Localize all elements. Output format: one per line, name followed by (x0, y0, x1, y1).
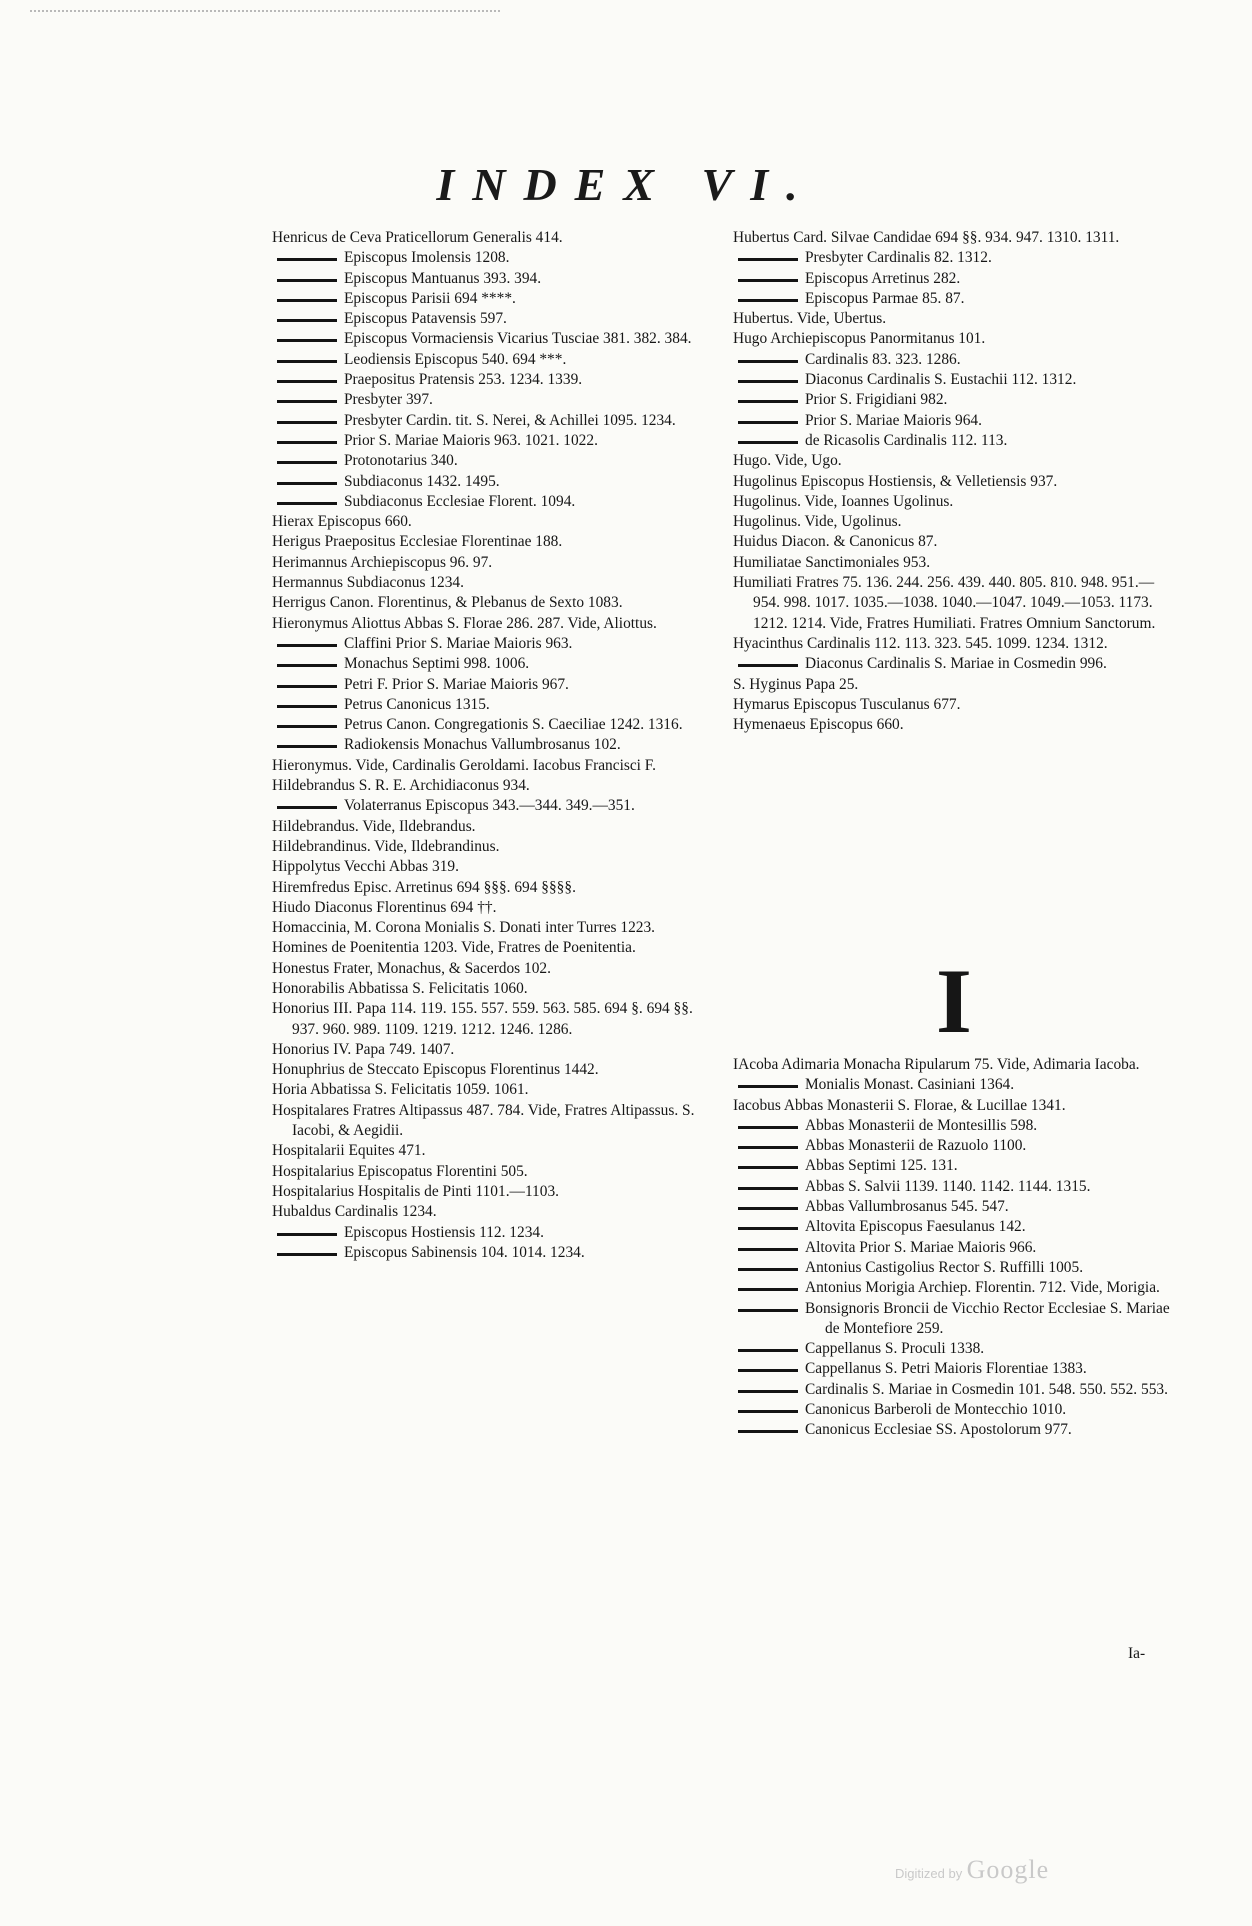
entry-text: Diaconus Cardinalis S. Eustachii 112. 1312. (805, 371, 1077, 389)
entry-text: Diaconus Cardinalis S. Mariae in Cosmedin 996. (805, 655, 1107, 673)
entry-text: Cardinalis 83. 323. 1286. (805, 350, 961, 368)
index-subentry (272, 735, 712, 755)
index-subentry (733, 1136, 1173, 1156)
ditto-dash (738, 360, 798, 363)
entry-text: Volaterranus Episcopus 343.—344. 349.—351. (344, 797, 635, 815)
entry-text: Honorius IV. Papa 749. 1407. (272, 1040, 455, 1058)
index-subentry (733, 411, 1173, 431)
entry-text: Cardinalis S. Mariae in Cosmedin 101. 548. 550. 552. 553. (805, 1380, 1168, 1398)
index-entry (272, 776, 712, 796)
entry-text: Humiliatae Sanctimoniales 953. (733, 553, 931, 571)
section-letter: I (936, 950, 972, 1052)
entry-text: Hugolinus. Vide, Ugolinus. (733, 513, 902, 531)
index-entry (272, 1182, 712, 1202)
index-entry (272, 593, 712, 613)
watermark (895, 1855, 1049, 1885)
index-subentry (733, 1278, 1173, 1298)
index-entry (733, 492, 1173, 512)
index-entry (272, 837, 712, 857)
ditto-dash (277, 644, 337, 647)
index-subentry (733, 1116, 1173, 1136)
index-subentry (272, 248, 712, 268)
index-subentry (733, 1075, 1173, 1095)
ditto-dash (738, 1166, 798, 1169)
index-entry (272, 999, 712, 1040)
entry-text: Hiremfredus Episc. Arretinus 694 §§§. 694 §§§§. (272, 878, 576, 896)
index-entry (733, 553, 1173, 573)
ditto-dash (277, 806, 337, 809)
entry-text: Episcopus Hostiensis 112. 1234. (344, 1223, 544, 1241)
entry-text: IAcoba Adimaria Monacha Ripularum 75. Vide, Adimaria Iacoba. (733, 1056, 1140, 1073)
ditto-dash (738, 299, 798, 302)
entry-text: Hierax Episcopus 660. (272, 513, 412, 531)
index-entry (272, 1080, 712, 1100)
entry-text: Prior S. Mariae Maioris 963. 1021. 1022. (344, 431, 598, 449)
index-entry (733, 695, 1173, 715)
entry-text: Hugo Archiepiscopus Panormitanus 101. (733, 330, 986, 348)
index-entry (733, 634, 1173, 654)
entry-text: Subdiaconus Ecclesiae Florent. 1094. (344, 492, 576, 510)
entry-text: Episcopus Sabinensis 104. 1014. 1234. (344, 1243, 585, 1261)
entry-text: Prior S. Frigidiani 982. (805, 391, 948, 409)
index-subentry (733, 1238, 1173, 1258)
entry-text: S. Hyginus Papa 25. (733, 675, 859, 693)
entry-text: Leodiensis Episcopus 540. 694 ***. (344, 350, 567, 368)
ditto-dash (738, 1390, 798, 1393)
index-entry (272, 1040, 712, 1060)
ditto-dash (277, 664, 337, 667)
ditto-dash (738, 400, 798, 403)
entry-text: Episcopus Vormaciensis Vicarius Tusciae 381. 382. 384. (344, 330, 692, 348)
entry-text: Canonicus Ecclesiae SS. Apostolorum 977. (805, 1421, 1072, 1439)
entry-text: Presbyter Cardin. tit. S. Nerei, & Achillei 1095. 1234. (344, 411, 676, 429)
ditto-dash (277, 258, 337, 261)
index-subentry (272, 1243, 712, 1263)
ditto-dash (277, 685, 337, 688)
ditto-dash (277, 279, 337, 282)
index-entry (272, 857, 712, 877)
index-subentry (272, 431, 712, 451)
index-entry (272, 1162, 712, 1182)
index-subentry (272, 269, 712, 289)
index-subentry (272, 329, 712, 349)
entry-text: Honorius III. Papa 114. 119. 155. 557. 559. 563. 585. 694 §. 694 §§. 937. 960. 989. 1109. 1219. 1212. 1246. 1286. (272, 1000, 693, 1038)
entry-text: Presbyter 397. (344, 391, 433, 409)
entry-text: Episcopus Patavensis 597. (344, 310, 507, 328)
index-entry (272, 979, 712, 999)
left-column (272, 228, 712, 1263)
entry-text: Hiudo Diaconus Florentinus 694 ††. (272, 898, 497, 916)
entry-text: Cappellanus S. Petri Maioris Florentiae 1383. (805, 1360, 1087, 1378)
index-entry (272, 918, 712, 938)
entry-text: Monachus Septimi 998. 1006. (344, 655, 530, 673)
entry-text: Abbas Septimi 125. 131. (805, 1157, 958, 1175)
index-entry (272, 1202, 712, 1222)
entry-text: Hospitalarius Hospitalis de Pinti 1101.—1103. (272, 1182, 559, 1200)
index-entry (272, 898, 712, 918)
index-subentry (272, 634, 712, 654)
index-subentry (272, 451, 712, 471)
entry-text: Homaccinia, M. Corona Monialis S. Donati inter Turres 1223. (272, 919, 656, 937)
index-subentry (733, 1197, 1173, 1217)
entry-text: Episcopus Imolensis 1208. (344, 249, 510, 267)
entry-text: Herigus Praepositus Ecclesiae Florentinae 188. (272, 533, 563, 551)
index-entry (733, 309, 1173, 329)
ditto-dash (277, 400, 337, 403)
entry-text: Episcopus Parisii 694 ****. (344, 289, 516, 307)
index-subentry (733, 1299, 1173, 1340)
ditto-dash (738, 1369, 798, 1372)
entry-text: Hildebrandus S. R. E. Archidiaconus 934. (272, 777, 530, 795)
index-entry (272, 512, 712, 532)
index-subentry (272, 695, 712, 715)
entry-text: Episcopus Mantuanus 393. 394. (344, 269, 542, 287)
ditto-dash (738, 380, 798, 383)
index-entry (272, 938, 712, 958)
ditto-dash (277, 745, 337, 748)
ditto-dash (738, 1146, 798, 1149)
entry-text: Hospitalarius Episcopatus Florentini 505. (272, 1162, 528, 1180)
index-entry (733, 1055, 1173, 1075)
entry-text: Radiokensis Monachus Vallumbrosanus 102. (344, 736, 621, 754)
index-subentry (733, 1258, 1173, 1278)
index-subentry (733, 269, 1173, 289)
index-entry (272, 756, 712, 776)
index-entry (733, 228, 1173, 248)
index-entry (272, 1060, 712, 1080)
ditto-dash (738, 1288, 798, 1291)
entry-text: Hildebrandinus. Vide, Ildebrandinus. (272, 837, 500, 855)
entry-text: Hyacinthus Cardinalis 112. 113. 323. 545. 1099. 1234. 1312. (733, 634, 1108, 652)
entry-text: Abbas S. Salvii 1139. 1140. 1142. 1144. 1315. (805, 1177, 1091, 1195)
index-entry (733, 573, 1173, 634)
index-entry (272, 1141, 712, 1161)
entry-text: Horia Abbatissa S. Felicitatis 1059. 1061. (272, 1081, 529, 1099)
index-subentry (733, 1380, 1173, 1400)
index-entry (733, 472, 1173, 492)
entry-text: Subdiaconus 1432. 1495. (344, 472, 500, 490)
index-entry (272, 614, 712, 634)
entry-text: Hugolinus. Vide, Ioannes Ugolinus. (733, 492, 954, 510)
ditto-dash (738, 1187, 798, 1190)
ditto-dash (738, 1430, 798, 1433)
ditto-dash (738, 1085, 798, 1088)
ditto-dash (277, 319, 337, 322)
entry-text: Herrigus Canon. Florentinus, & Plebanus de Sexto 1083. (272, 594, 623, 612)
entry-text: Petri F. Prior S. Mariae Maioris 967. (344, 675, 569, 693)
entry-text: Honorabilis Abbatissa S. Felicitatis 1060. (272, 979, 528, 997)
ditto-dash (738, 1126, 798, 1129)
entry-text: Prior S. Mariae Maioris 964. (805, 411, 982, 429)
entry-text: Abbas Monasterii de Razuolo 1100. (805, 1137, 1027, 1155)
entry-text: Hymarus Episcopus Tusculanus 677. (733, 695, 961, 713)
ditto-dash (738, 441, 798, 444)
ditto-dash (277, 725, 337, 728)
index-subentry (272, 411, 712, 431)
entry-text: Canonicus Barberoli de Montecchio 1010. (805, 1401, 1067, 1419)
index-subentry (733, 1217, 1173, 1237)
ditto-dash (738, 1268, 798, 1271)
entry-text: Hugo. Vide, Ugo. (733, 452, 842, 470)
entry-text: Episcopus Parmae 85. 87. (805, 289, 965, 307)
ditto-dash (277, 1233, 337, 1236)
entry-text: Hospitalares Fratres Altipassus 487. 784. Vide, Fratres Altipassus. S. Iacobi, & Aegidii. (272, 1101, 695, 1140)
entry-text: Hermannus Subdiaconus 1234. (272, 574, 464, 592)
index-subentry (733, 1420, 1173, 1440)
entry-text: Praepositus Pratensis 253. 1234. 1339. (344, 371, 583, 389)
entry-text: Altovita Episcopus Faesulanus 142. (805, 1218, 1026, 1236)
index-subentry (733, 248, 1173, 268)
index-subentry (733, 1339, 1173, 1359)
entry-text: Antonius Castigolius Rector S. Ruffilli 1005. (805, 1258, 1084, 1276)
entry-text: Hubaldus Cardinalis 1234. (272, 1203, 437, 1221)
entry-text: Hubertus Card. Silvae Candidae 694 §§. 934. 947. 1310. 1311. (733, 229, 1120, 246)
entry-text: Iacobus Abbas Monasterii S. Florae, & Lucillae 1341. (733, 1096, 1066, 1114)
ditto-dash (277, 482, 337, 485)
ditto-dash (277, 380, 337, 383)
ditto-dash (277, 461, 337, 464)
section-i-column (733, 1055, 1173, 1441)
index-subentry (733, 654, 1173, 674)
entry-text: Hildebrandus. Vide, Ildebrandus. (272, 817, 476, 835)
index-entry (733, 512, 1173, 532)
index-entry (272, 959, 712, 979)
ditto-dash (277, 299, 337, 302)
index-entry (272, 553, 712, 573)
index-subentry (272, 309, 712, 329)
ditto-dash (277, 705, 337, 708)
entry-text: Abbas Vallumbrosanus 545. 547. (805, 1198, 1009, 1216)
entry-text: Hymenaeus Episcopus 660. (733, 716, 904, 734)
index-entry (272, 532, 712, 552)
entry-text: Antonius Morigia Archiep. Florentin. 712. Vide, Morigia. (805, 1279, 1160, 1297)
index-subentry (733, 350, 1173, 370)
ditto-dash (277, 421, 337, 424)
ditto-dash (277, 339, 337, 342)
ditto-dash (738, 1248, 798, 1251)
entry-text: Presbyter Cardinalis 82. 1312. (805, 249, 992, 267)
entry-text: Hugolinus Episcopus Hostiensis, & Velletiensis 937. (733, 472, 1058, 490)
index-subentry (272, 675, 712, 695)
entry-text: Altovita Prior S. Mariae Maioris 966. (805, 1238, 1037, 1256)
index-subentry (272, 715, 712, 735)
ditto-dash (738, 1349, 798, 1352)
index-subentry (733, 1177, 1173, 1197)
index-entry (272, 817, 712, 837)
entry-text: Petrus Canon. Congregationis S. Caeciliae 1242. 1316. (344, 716, 683, 734)
entry-text: Cappellanus S. Proculi 1338. (805, 1340, 985, 1358)
index-subentry (272, 390, 712, 410)
entry-text: Hieronymus Aliottus Abbas S. Florae 286. 287. Vide, Aliottus. (272, 614, 657, 632)
right-column (733, 228, 1173, 735)
entry-text: Henricus de Ceva Praticellorum Generalis 414. (272, 229, 563, 246)
index-subentry (733, 390, 1173, 410)
index-entry (733, 715, 1173, 735)
index-entry (272, 878, 712, 898)
entry-text: Herimannus Archiepiscopus 96. 97. (272, 553, 493, 571)
index-subentry (272, 350, 712, 370)
index-subentry (733, 1156, 1173, 1176)
index-subentry (733, 289, 1173, 309)
index-entry (272, 1101, 712, 1142)
entry-text: Hospitalarii Equites 471. (272, 1142, 426, 1160)
entry-text: Hubertus. Vide, Ubertus. (733, 310, 887, 328)
entry-text: Honuphrius de Steccato Episcopus Florentinus 1442. (272, 1061, 599, 1079)
index-subentry (272, 654, 712, 674)
ditto-dash (738, 1227, 798, 1230)
index-entry (733, 1096, 1173, 1116)
entry-text: Huidus Diacon. & Canonicus 87. (733, 533, 938, 551)
index-entry (272, 228, 712, 248)
ditto-dash (738, 664, 798, 667)
index-subentry (733, 1400, 1173, 1420)
entry-text: Bonsignoris Broncii de Vicchio Rector Ecclesiae S. Mariae de Montefiore 259. (805, 1299, 1170, 1337)
ditto-dash (738, 421, 798, 424)
index-entry (733, 451, 1173, 471)
ditto-dash (277, 441, 337, 444)
ditto-dash (277, 1253, 337, 1256)
ditto-dash (277, 502, 337, 505)
index-subentry (272, 472, 712, 492)
catchword: Ia- (1128, 1645, 1146, 1662)
index-subentry (733, 431, 1173, 451)
entry-text: Homines de Poenitentia 1203. Vide, Fratres de Poenitentia. (272, 939, 636, 957)
entry-text: Petrus Canonicus 1315. (344, 695, 490, 713)
ditto-dash (277, 360, 337, 363)
index-subentry (733, 1359, 1173, 1379)
index-subentry (733, 370, 1173, 390)
entry-text: Honestus Frater, Monachus, & Sacerdos 102. (272, 959, 551, 977)
entry-text: Episcopus Arretinus 282. (805, 269, 961, 287)
entry-text: Protonotarius 340. (344, 452, 458, 470)
entry-text: Humiliati Fratres 75. 136. 244. 256. 439. 440. 805. 810. 948. 951.—954. 998. 1017. 1035.—1038. 1040.—1047. 1049.—1053. 1173. 1212. 1214. Vide, Fratres Humiliati. Fratres Omnium Sanctorum. (733, 574, 1156, 632)
index-subentry (272, 796, 712, 816)
index-entry (733, 675, 1173, 695)
index-subentry (272, 1223, 712, 1243)
index-subentry (272, 370, 712, 390)
index-subentry (272, 492, 712, 512)
top-dotted-rule (30, 10, 500, 12)
watermark-prefix: Digitized by (895, 1866, 963, 1881)
index-subentry (272, 289, 712, 309)
entry-text: Hippolytus Vecchi Abbas 319. (272, 858, 459, 876)
entry-text: Claffini Prior S. Mariae Maioris 963. (344, 634, 573, 652)
entry-text: de Ricasolis Cardinalis 112. 113. (805, 431, 1008, 449)
entry-text: Hieronymus. Vide, Cardinalis Geroldami. Iacobus Francisci F. (272, 756, 656, 774)
index-entry (733, 532, 1173, 552)
entry-text: Monialis Monast. Casiniani 1364. (805, 1076, 1015, 1094)
ditto-dash (738, 1207, 798, 1210)
entry-text: Abbas Monasterii de Montesillis 598. (805, 1116, 1038, 1134)
index-entry (733, 329, 1173, 349)
ditto-dash (738, 279, 798, 282)
ditto-dash (738, 1410, 798, 1413)
watermark-brand: Google (966, 1855, 1050, 1884)
ditto-dash (738, 258, 798, 261)
page-title: INDEX VI. (436, 159, 816, 210)
ditto-dash (738, 1309, 798, 1312)
index-entry (272, 573, 712, 593)
